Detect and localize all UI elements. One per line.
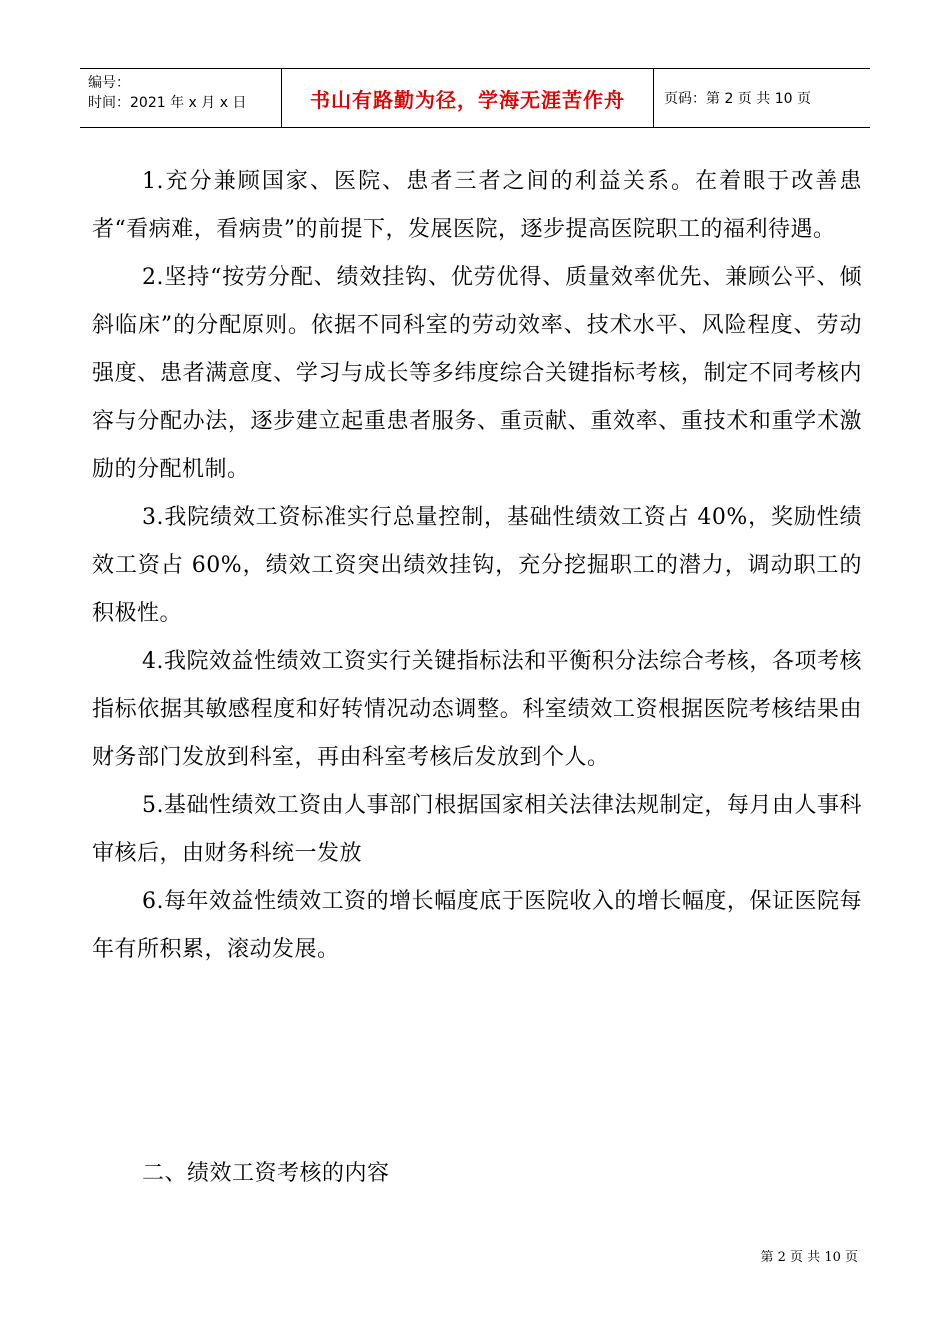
document-header [80, 68, 870, 128]
body-paragraph-6: 6.每年效益性绩效工资的增长幅度底于医院收入的增长幅度，保证医院每年有所积累，滚动发展。 [92, 889, 862, 962]
body-paragraph-3: 3.我院绩效工资标准实行总量控制，基础性绩效工资占 40%，奖励性绩效工资占 60%，绩效工资突出绩效挂钩，充分挖掘职工的潜力，调动职工的积极性。 [92, 505, 862, 626]
body-paragraph-1: 1.充分兼顾国家、医院、患者三者之间的利益关系。在着眼于改善患者“看病难，看病贵”的前提下，发展医院，逐步提高医院职工的福利待遇。 [92, 169, 862, 242]
body-paragraph-4: 4.我院效益性绩效工资实行关键指标法和平衡积分法综合考核，各项考核指标依据其敏感程度和好转情况动态调整。科室绩效工资根据医院考核结果由财务部门发放到科室，再由科室考核后发放到个人。 [92, 649, 862, 770]
header-meta-cell [80, 69, 282, 127]
document-body [92, 158, 862, 974]
section-heading: 二、绩效工资考核的内容 [142, 1161, 390, 1186]
document-time-label: 时间：2021 年 x 月 x 日 [88, 95, 247, 111]
header-motto-cell [282, 69, 654, 127]
header-motto: 书山有路勤为径，学海无涯苦作舟 [310, 87, 625, 112]
page-footer: 第 2 页 共 10 页 [760, 1250, 858, 1265]
document-number-label: 编号： [88, 75, 130, 91]
header-page-info: 页码：第 2 页 共 10 页 [664, 91, 811, 107]
header-page-cell [654, 69, 870, 127]
body-paragraph-2: 2.坚持“按劳分配、绩效挂钩、优劳优得、质量效率优先、兼顾公平、倾斜临床”的分配原则。依据不同科室的劳动效率、技术水平、风险程度、劳动强度、患者满意度、学习与成长等多纬度综合关键指标考核，制定不同考核内容与分配办法，逐步建立起重患者服务、重贡献、重效率、重技术和重学术激励的分配机制。 [92, 265, 862, 482]
body-paragraph-5: 5.基础性绩效工资由人事部门根据国家相关法律法规制定，每月由人事科审核后，由财务科统一发放 [92, 793, 862, 866]
